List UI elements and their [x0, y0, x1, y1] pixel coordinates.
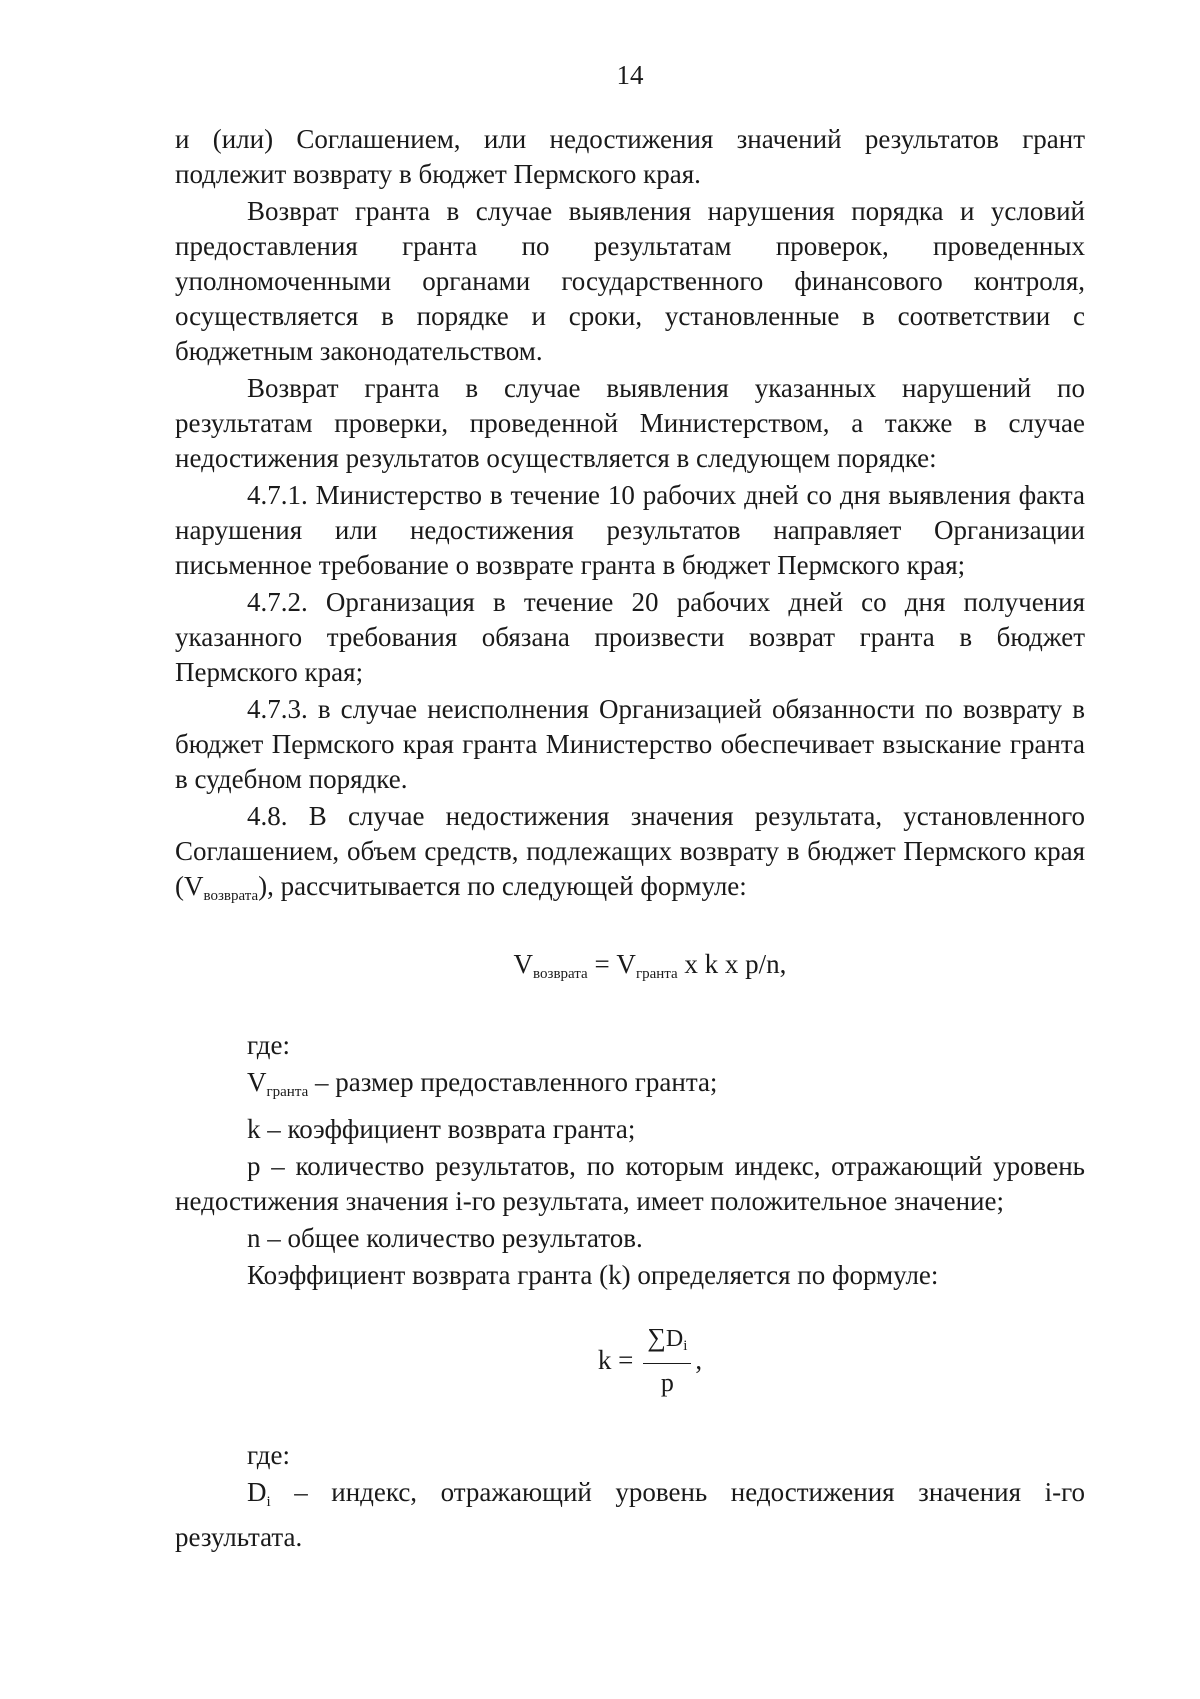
formula-k-lhs: k = — [597, 1345, 634, 1375]
paragraph-4-8-subscript: возврата — [203, 888, 259, 904]
paragraph-return-control: Возврат гранта в случае выявления нарушения порядка и условий предоставления гранта по результатам проверок, проведенных уполномоченными органами государственного финансового контроля, осуществляется в порядке и сроки, установленные в соответствии с бюджетным законодательством. — [175, 196, 1085, 366]
where-label: где: — [247, 1030, 290, 1060]
definition-v-subscript: гранта — [266, 1084, 309, 1100]
numerator-variable: D — [665, 1326, 684, 1352]
paragraph-4-8-text: 4.8. В случае недостижения значения результата, установленного Соглашением, объем средств, подлежащих возврату в бюджет Пермского края (V — [175, 801, 1085, 901]
formula-rest: x k x p/n, — [677, 949, 787, 979]
definition-p: p – количество результатов, по которым индекс, отражающий уровень недостижения значения i-го результата, имеет положительное значение; — [175, 1151, 1085, 1216]
formula-v: V — [513, 949, 534, 979]
fraction — [643, 1323, 691, 1398]
numerator-subscript: i — [683, 1338, 688, 1354]
paragraph-continuation: и (или) Соглашением, или недостижения значений результатов грант подлежит возврату в бюджет Пермского края. — [175, 124, 1085, 189]
definition-d: D — [247, 1477, 267, 1507]
formula-grant-subscript: гранта — [635, 966, 678, 982]
paragraph-4-8 — [175, 799, 1085, 914]
formula-equals: = V — [587, 949, 636, 979]
paragraph-4-7-1: 4.7.1. Министерство в течение 10 рабочих дней со дня выявления факта нарушения или недостижения результатов направляет Организации письменное требование о возврате гранта в бюджет Пермского края; — [175, 480, 1085, 580]
fraction-numerator — [643, 1323, 691, 1364]
coefficient-intro: Коэффициент возврата гранта (k) определяется по формуле: — [247, 1260, 939, 1290]
paragraph-4-7-3: 4.7.3. в случае неисполнения Организацией обязанности по возврату в бюджет Пермского края гранта Министерство обеспечивает взыскание гранта в судебном порядке. — [175, 694, 1085, 794]
paragraph-4-8-text-end: ), рассчитывается по следующей формуле: — [258, 871, 747, 901]
page-number: 14 — [616, 60, 644, 90]
formula-v-subscript: возврата — [533, 966, 588, 982]
definition-d-subscript: i — [266, 1494, 271, 1510]
definition-v: V — [247, 1067, 267, 1097]
definition-n: n – общее количество результатов. — [247, 1223, 643, 1253]
formula-k-tail: , — [695, 1345, 703, 1375]
document-body — [175, 122, 1085, 1557]
definition-d-i — [175, 1475, 1085, 1555]
formula-coefficient — [175, 1323, 1085, 1398]
where-label-2: где: — [247, 1440, 290, 1470]
sigma-symbol: ∑ — [647, 1323, 666, 1352]
definition-v-text: – размер предоставленного гранта; — [308, 1067, 718, 1097]
definition-k: k – коэффициент возврата гранта; — [247, 1114, 636, 1144]
formula-return-volume — [175, 947, 1085, 992]
paragraph-4-7-2: 4.7.2. Организация в течение 20 рабочих дней со дня получения указанного требования обязана произвести возврат гранта в бюджет Пермского края; — [175, 587, 1085, 687]
fraction-denominator: p — [660, 1368, 674, 1397]
paragraph-return-ministry: Возврат гранта в случае выявления указанных нарушений по результатам проверки, проведенной Министерством, а также в случае недостижения результатов осуществляется в следующем порядке: — [175, 373, 1085, 473]
definition-v-grant — [175, 1065, 1085, 1110]
definition-d-text: – индекс, отражающий уровень недостижения значения i-го результата. — [175, 1477, 1085, 1552]
